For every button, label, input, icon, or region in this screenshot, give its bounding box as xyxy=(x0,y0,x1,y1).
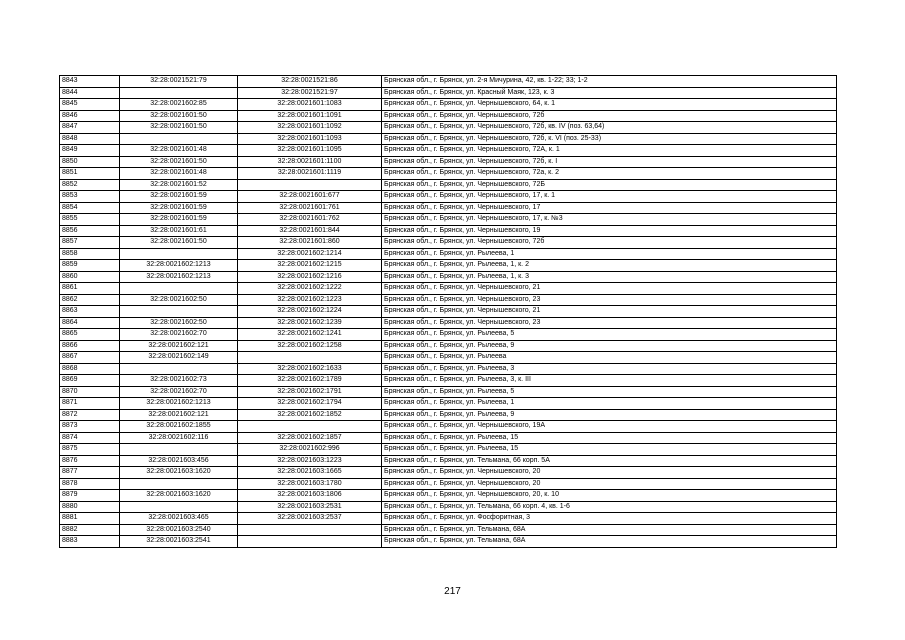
address-cell: Брянская обл., г. Брянск, ул. Рылеева, 1, к. 2 xyxy=(382,260,837,272)
table-row xyxy=(60,168,837,180)
parcel-cadastral-number-cell: 32:28:0021601:59 xyxy=(120,191,238,203)
parcel-cadastral-number-cell: 32:28:0021602:149 xyxy=(120,352,238,364)
parcel-cadastral-number-cell xyxy=(120,283,238,295)
row-number-cell: 8859 xyxy=(60,260,120,272)
row-number-cell: 8880 xyxy=(60,501,120,513)
table-row xyxy=(60,76,837,88)
object-cadastral-number-cell: 32:28:0021601:860 xyxy=(238,237,382,249)
row-number-cell: 8863 xyxy=(60,306,120,318)
table-row xyxy=(60,306,837,318)
parcel-cadastral-number-cell: 32:28:0021601:52 xyxy=(120,179,238,191)
parcel-cadastral-number-cell: 32:28:0021603:1620 xyxy=(120,467,238,479)
object-cadastral-number-cell: 32:28:0021603:1665 xyxy=(238,467,382,479)
table-row xyxy=(60,536,837,548)
address-cell: Брянская обл., г. Брянск, ул. Фосфоритная, 3 xyxy=(382,513,837,525)
parcel-cadastral-number-cell xyxy=(120,363,238,375)
address-cell: Брянская обл., г. Брянск, ул. Чернышевского, 72б, к. I xyxy=(382,156,837,168)
row-number-cell: 8852 xyxy=(60,179,120,191)
parcel-cadastral-number-cell: 32:28:0021603:1620 xyxy=(120,490,238,502)
parcel-cadastral-number-cell: 32:28:0021521:79 xyxy=(120,76,238,88)
address-cell: Брянская обл., г. Брянск, ул. Тельмана, 68А xyxy=(382,524,837,536)
row-number-cell: 8850 xyxy=(60,156,120,168)
object-cadastral-number-cell: 32:28:0021602:1789 xyxy=(238,375,382,387)
row-number-cell: 8844 xyxy=(60,87,120,99)
table-row xyxy=(60,467,837,479)
address-cell: Брянская обл., г. Брянск, ул. Чернышевского, 72а, к. 2 xyxy=(382,168,837,180)
table-row xyxy=(60,444,837,456)
object-cadastral-number-cell: 32:28:0021521:86 xyxy=(238,76,382,88)
table-row xyxy=(60,398,837,410)
table-row xyxy=(60,478,837,490)
row-number-cell: 8872 xyxy=(60,409,120,421)
parcel-cadastral-number-cell xyxy=(120,87,238,99)
row-number-cell: 8845 xyxy=(60,99,120,111)
row-number-cell: 8848 xyxy=(60,133,120,145)
table-row xyxy=(60,202,837,214)
parcel-cadastral-number-cell: 32:28:0021602:70 xyxy=(120,329,238,341)
address-cell: Брянская обл., г. Брянск, ул. Чернышевского, 72А, к. 1 xyxy=(382,145,837,157)
address-cell: Брянская обл., г. Брянск, ул. Чернышевского, 72б xyxy=(382,237,837,249)
parcel-cadastral-number-cell: 32:28:0021602:50 xyxy=(120,317,238,329)
table-row xyxy=(60,133,837,145)
parcel-cadastral-number-cell xyxy=(120,133,238,145)
address-cell: Брянская обл., г. Брянск, ул. Чернышевского, 17 xyxy=(382,202,837,214)
address-cell: Брянская обл., г. Брянск, ул. Чернышевского, 23 xyxy=(382,294,837,306)
table-row xyxy=(60,145,837,157)
row-number-cell: 8874 xyxy=(60,432,120,444)
parcel-cadastral-number-cell: 32:28:0021602:70 xyxy=(120,386,238,398)
address-cell: Брянская обл., г. Брянск, ул. Чернышевского, 19А xyxy=(382,421,837,433)
object-cadastral-number-cell: 32:28:0021602:996 xyxy=(238,444,382,456)
address-cell: Брянская обл., г. Брянск, ул. Чернышевского, 20 xyxy=(382,478,837,490)
parcel-cadastral-number-cell: 32:28:0021601:50 xyxy=(120,156,238,168)
address-cell: Брянская обл., г. Брянск, ул. Тельмана, 66 корп. 4, кв. 1-6 xyxy=(382,501,837,513)
row-number-cell: 8871 xyxy=(60,398,120,410)
object-cadastral-number-cell: 32:28:0021602:1239 xyxy=(238,317,382,329)
address-cell: Брянская обл., г. Брянск, ул. Тельмана, 66 корп. 5А xyxy=(382,455,837,467)
row-number-cell: 8883 xyxy=(60,536,120,548)
object-cadastral-number-cell xyxy=(238,524,382,536)
row-number-cell: 8861 xyxy=(60,283,120,295)
address-cell: Брянская обл., г. Брянск, ул. Чернышевского, 17, к. №3 xyxy=(382,214,837,226)
register-body xyxy=(60,76,837,548)
table-row xyxy=(60,363,837,375)
address-cell: Брянская обл., г. Брянск, ул. Чернышевского, 20, к. 10 xyxy=(382,490,837,502)
parcel-cadastral-number-cell: 32:28:0021601:59 xyxy=(120,202,238,214)
table-row xyxy=(60,99,837,111)
object-cadastral-number-cell: 32:28:0021601:1091 xyxy=(238,110,382,122)
row-number-cell: 8865 xyxy=(60,329,120,341)
row-number-cell: 8878 xyxy=(60,478,120,490)
parcel-cadastral-number-cell: 32:28:0021602:121 xyxy=(120,409,238,421)
object-cadastral-number-cell: 32:28:0021602:1258 xyxy=(238,340,382,352)
object-cadastral-number-cell: 32:28:0021601:1093 xyxy=(238,133,382,145)
object-cadastral-number-cell: 32:28:0021601:761 xyxy=(238,202,382,214)
address-cell: Брянская обл., г. Брянск, ул. Чернышевского, 72б xyxy=(382,110,837,122)
parcel-cadastral-number-cell: 32:28:0021601:59 xyxy=(120,214,238,226)
parcel-cadastral-number-cell: 32:28:0021601:61 xyxy=(120,225,238,237)
row-number-cell: 8857 xyxy=(60,237,120,249)
parcel-cadastral-number-cell: 32:28:0021603:2541 xyxy=(120,536,238,548)
parcel-cadastral-number-cell: 32:28:0021601:50 xyxy=(120,110,238,122)
object-cadastral-number-cell: 32:28:0021602:1791 xyxy=(238,386,382,398)
object-cadastral-number-cell: 32:28:0021601:1100 xyxy=(238,156,382,168)
object-cadastral-number-cell: 32:28:0021601:677 xyxy=(238,191,382,203)
table-row xyxy=(60,490,837,502)
row-number-cell: 8862 xyxy=(60,294,120,306)
parcel-cadastral-number-cell: 32:28:0021603:465 xyxy=(120,513,238,525)
parcel-cadastral-number-cell: 32:28:0021601:50 xyxy=(120,122,238,134)
address-cell: Брянская обл., г. Брянск, ул. Рылеева, 3 xyxy=(382,363,837,375)
address-cell: Брянская обл., г. Брянск, ул. Рылеева, 1 xyxy=(382,398,837,410)
table-row xyxy=(60,237,837,249)
table-row xyxy=(60,409,837,421)
register-table xyxy=(59,75,837,548)
row-number-cell: 8879 xyxy=(60,490,120,502)
parcel-cadastral-number-cell: 32:28:0021602:85 xyxy=(120,99,238,111)
page-number: 217 xyxy=(444,586,461,597)
table-row xyxy=(60,524,837,536)
row-number-cell: 8866 xyxy=(60,340,120,352)
address-cell: Брянская обл., г. Брянск, ул. Чернышевского, 20 xyxy=(382,467,837,479)
object-cadastral-number-cell: 32:28:0021601:844 xyxy=(238,225,382,237)
address-cell: Брянская обл., г. Брянск, ул. Рылеева, 5 xyxy=(382,386,837,398)
parcel-cadastral-number-cell: 32:28:0021602:1213 xyxy=(120,398,238,410)
address-cell: Брянская обл., г. Брянск, ул. Рылеева, 9 xyxy=(382,340,837,352)
table-row xyxy=(60,513,837,525)
row-number-cell: 8860 xyxy=(60,271,120,283)
object-cadastral-number-cell xyxy=(238,179,382,191)
object-cadastral-number-cell xyxy=(238,536,382,548)
object-cadastral-number-cell: 32:28:0021602:1241 xyxy=(238,329,382,341)
parcel-cadastral-number-cell: 32:28:0021601:48 xyxy=(120,168,238,180)
table-row xyxy=(60,179,837,191)
parcel-cadastral-number-cell: 32:28:0021602:50 xyxy=(120,294,238,306)
address-cell: Брянская обл., г. Брянск, ул. 2-я Мичурина, 42, кв. 1-22; 33; 1-2 xyxy=(382,76,837,88)
address-cell: Брянская обл., г. Брянск, ул. Рылеева, 1, к. 3 xyxy=(382,271,837,283)
object-cadastral-number-cell: 32:28:0021603:2531 xyxy=(238,501,382,513)
address-cell: Брянская обл., г. Брянск, ул. Чернышевского, 72б, кв. IV (поз. 63,64) xyxy=(382,122,837,134)
table-row xyxy=(60,375,837,387)
table-row xyxy=(60,214,837,226)
object-cadastral-number-cell: 32:28:0021603:1223 xyxy=(238,455,382,467)
row-number-cell: 8882 xyxy=(60,524,120,536)
table-row xyxy=(60,283,837,295)
address-cell: Брянская обл., г. Брянск, ул. Рылеева, 15 xyxy=(382,432,837,444)
object-cadastral-number-cell: 32:28:0021603:2537 xyxy=(238,513,382,525)
row-number-cell: 8847 xyxy=(60,122,120,134)
table-row xyxy=(60,501,837,513)
table-row xyxy=(60,421,837,433)
object-cadastral-number-cell: 32:28:0021602:1214 xyxy=(238,248,382,260)
address-cell: Брянская обл., г. Брянск, ул. Рылеева, 5 xyxy=(382,329,837,341)
row-number-cell: 8843 xyxy=(60,76,120,88)
table-row xyxy=(60,340,837,352)
table-row xyxy=(60,225,837,237)
address-cell: Брянская обл., г. Брянск, ул. Чернышевского, 17, к. 1 xyxy=(382,191,837,203)
parcel-cadastral-number-cell xyxy=(120,248,238,260)
address-cell: Брянская обл., г. Брянск, ул. Чернышевского, 64, к. 1 xyxy=(382,99,837,111)
table-row xyxy=(60,271,837,283)
parcel-cadastral-number-cell: 32:28:0021601:50 xyxy=(120,237,238,249)
object-cadastral-number-cell: 32:28:0021601:1119 xyxy=(238,168,382,180)
table-row xyxy=(60,352,837,364)
row-number-cell: 8846 xyxy=(60,110,120,122)
table-row xyxy=(60,110,837,122)
parcel-cadastral-number-cell: 32:28:0021602:121 xyxy=(120,340,238,352)
parcel-cadastral-number-cell xyxy=(120,444,238,456)
object-cadastral-number-cell: 32:28:0021602:1215 xyxy=(238,260,382,272)
table-row xyxy=(60,329,837,341)
parcel-cadastral-number-cell: 32:28:0021602:1213 xyxy=(120,271,238,283)
address-cell: Брянская обл., г. Брянск, ул. Чернышевского, 23 xyxy=(382,317,837,329)
row-number-cell: 8851 xyxy=(60,168,120,180)
object-cadastral-number-cell xyxy=(238,352,382,364)
table-row xyxy=(60,260,837,272)
parcel-cadastral-number-cell: 32:28:0021602:73 xyxy=(120,375,238,387)
object-cadastral-number-cell: 32:28:0021601:1095 xyxy=(238,145,382,157)
object-cadastral-number-cell: 32:28:0021602:1216 xyxy=(238,271,382,283)
row-number-cell: 8870 xyxy=(60,386,120,398)
object-cadastral-number-cell: 32:28:0021602:1852 xyxy=(238,409,382,421)
row-number-cell: 8858 xyxy=(60,248,120,260)
table-row xyxy=(60,248,837,260)
object-cadastral-number-cell: 32:28:0021602:1223 xyxy=(238,294,382,306)
address-cell: Брянская обл., г. Брянск, ул. Рылеева, 9 xyxy=(382,409,837,421)
object-cadastral-number-cell: 32:28:0021601:762 xyxy=(238,214,382,226)
address-cell: Брянская обл., г. Брянск, ул. Чернышевского, 72б, к. VI (поз. 25-33) xyxy=(382,133,837,145)
parcel-cadastral-number-cell: 32:28:0021602:1213 xyxy=(120,260,238,272)
address-cell: Брянская обл., г. Брянск, ул. Рылеева xyxy=(382,352,837,364)
parcel-cadastral-number-cell: 32:28:0021603:456 xyxy=(120,455,238,467)
address-cell: Брянская обл., г. Брянск, ул. Красный Маяк, 123, к. 3 xyxy=(382,87,837,99)
address-cell: Брянская обл., г. Брянск, ул. Чернышевского, 21 xyxy=(382,283,837,295)
object-cadastral-number-cell: 32:28:0021602:1857 xyxy=(238,432,382,444)
table-row xyxy=(60,156,837,168)
row-number-cell: 8868 xyxy=(60,363,120,375)
table-row xyxy=(60,386,837,398)
address-cell: Брянская обл., г. Брянск, ул. Тельмана, 68А xyxy=(382,536,837,548)
object-cadastral-number-cell: 32:28:0021602:1224 xyxy=(238,306,382,318)
parcel-cadastral-number-cell xyxy=(120,478,238,490)
object-cadastral-number-cell xyxy=(238,421,382,433)
address-cell: Брянская обл., г. Брянск, ул. Чернышевского, 21 xyxy=(382,306,837,318)
parcel-cadastral-number-cell: 32:28:0021602:1855 xyxy=(120,421,238,433)
address-cell: Брянская обл., г. Брянск, ул. Рылеева, 1 xyxy=(382,248,837,260)
object-cadastral-number-cell: 32:28:0021602:1222 xyxy=(238,283,382,295)
parcel-cadastral-number-cell: 32:28:0021601:48 xyxy=(120,145,238,157)
row-number-cell: 8881 xyxy=(60,513,120,525)
parcel-cadastral-number-cell xyxy=(120,501,238,513)
row-number-cell: 8854 xyxy=(60,202,120,214)
object-cadastral-number-cell: 32:28:0021601:1083 xyxy=(238,99,382,111)
address-cell: Брянская обл., г. Брянск, ул. Рылеева, 15 xyxy=(382,444,837,456)
table-row xyxy=(60,317,837,329)
table-row xyxy=(60,191,837,203)
object-cadastral-number-cell: 32:28:0021602:1633 xyxy=(238,363,382,375)
row-number-cell: 8853 xyxy=(60,191,120,203)
object-cadastral-number-cell: 32:28:0021521:97 xyxy=(238,87,382,99)
table-row xyxy=(60,455,837,467)
address-cell: Брянская обл., г. Брянск, ул. Чернышевского, 19 xyxy=(382,225,837,237)
table-row xyxy=(60,432,837,444)
parcel-cadastral-number-cell: 32:28:0021602:116 xyxy=(120,432,238,444)
object-cadastral-number-cell: 32:28:0021601:1092 xyxy=(238,122,382,134)
row-number-cell: 8873 xyxy=(60,421,120,433)
row-number-cell: 8875 xyxy=(60,444,120,456)
row-number-cell: 8856 xyxy=(60,225,120,237)
parcel-cadastral-number-cell xyxy=(120,306,238,318)
row-number-cell: 8855 xyxy=(60,214,120,226)
object-cadastral-number-cell: 32:28:0021603:1806 xyxy=(238,490,382,502)
table-row xyxy=(60,87,837,99)
address-cell: Брянская обл., г. Брянск, ул. Чернышевского, 72Б xyxy=(382,179,837,191)
row-number-cell: 8867 xyxy=(60,352,120,364)
row-number-cell: 8869 xyxy=(60,375,120,387)
object-cadastral-number-cell: 32:28:0021603:1780 xyxy=(238,478,382,490)
row-number-cell: 8864 xyxy=(60,317,120,329)
parcel-cadastral-number-cell: 32:28:0021603:2540 xyxy=(120,524,238,536)
row-number-cell: 8849 xyxy=(60,145,120,157)
row-number-cell: 8876 xyxy=(60,455,120,467)
table-row xyxy=(60,294,837,306)
row-number-cell: 8877 xyxy=(60,467,120,479)
table-row xyxy=(60,122,837,134)
address-cell: Брянская обл., г. Брянск, ул. Рылеева, 3, к. III xyxy=(382,375,837,387)
object-cadastral-number-cell: 32:28:0021602:1794 xyxy=(238,398,382,410)
